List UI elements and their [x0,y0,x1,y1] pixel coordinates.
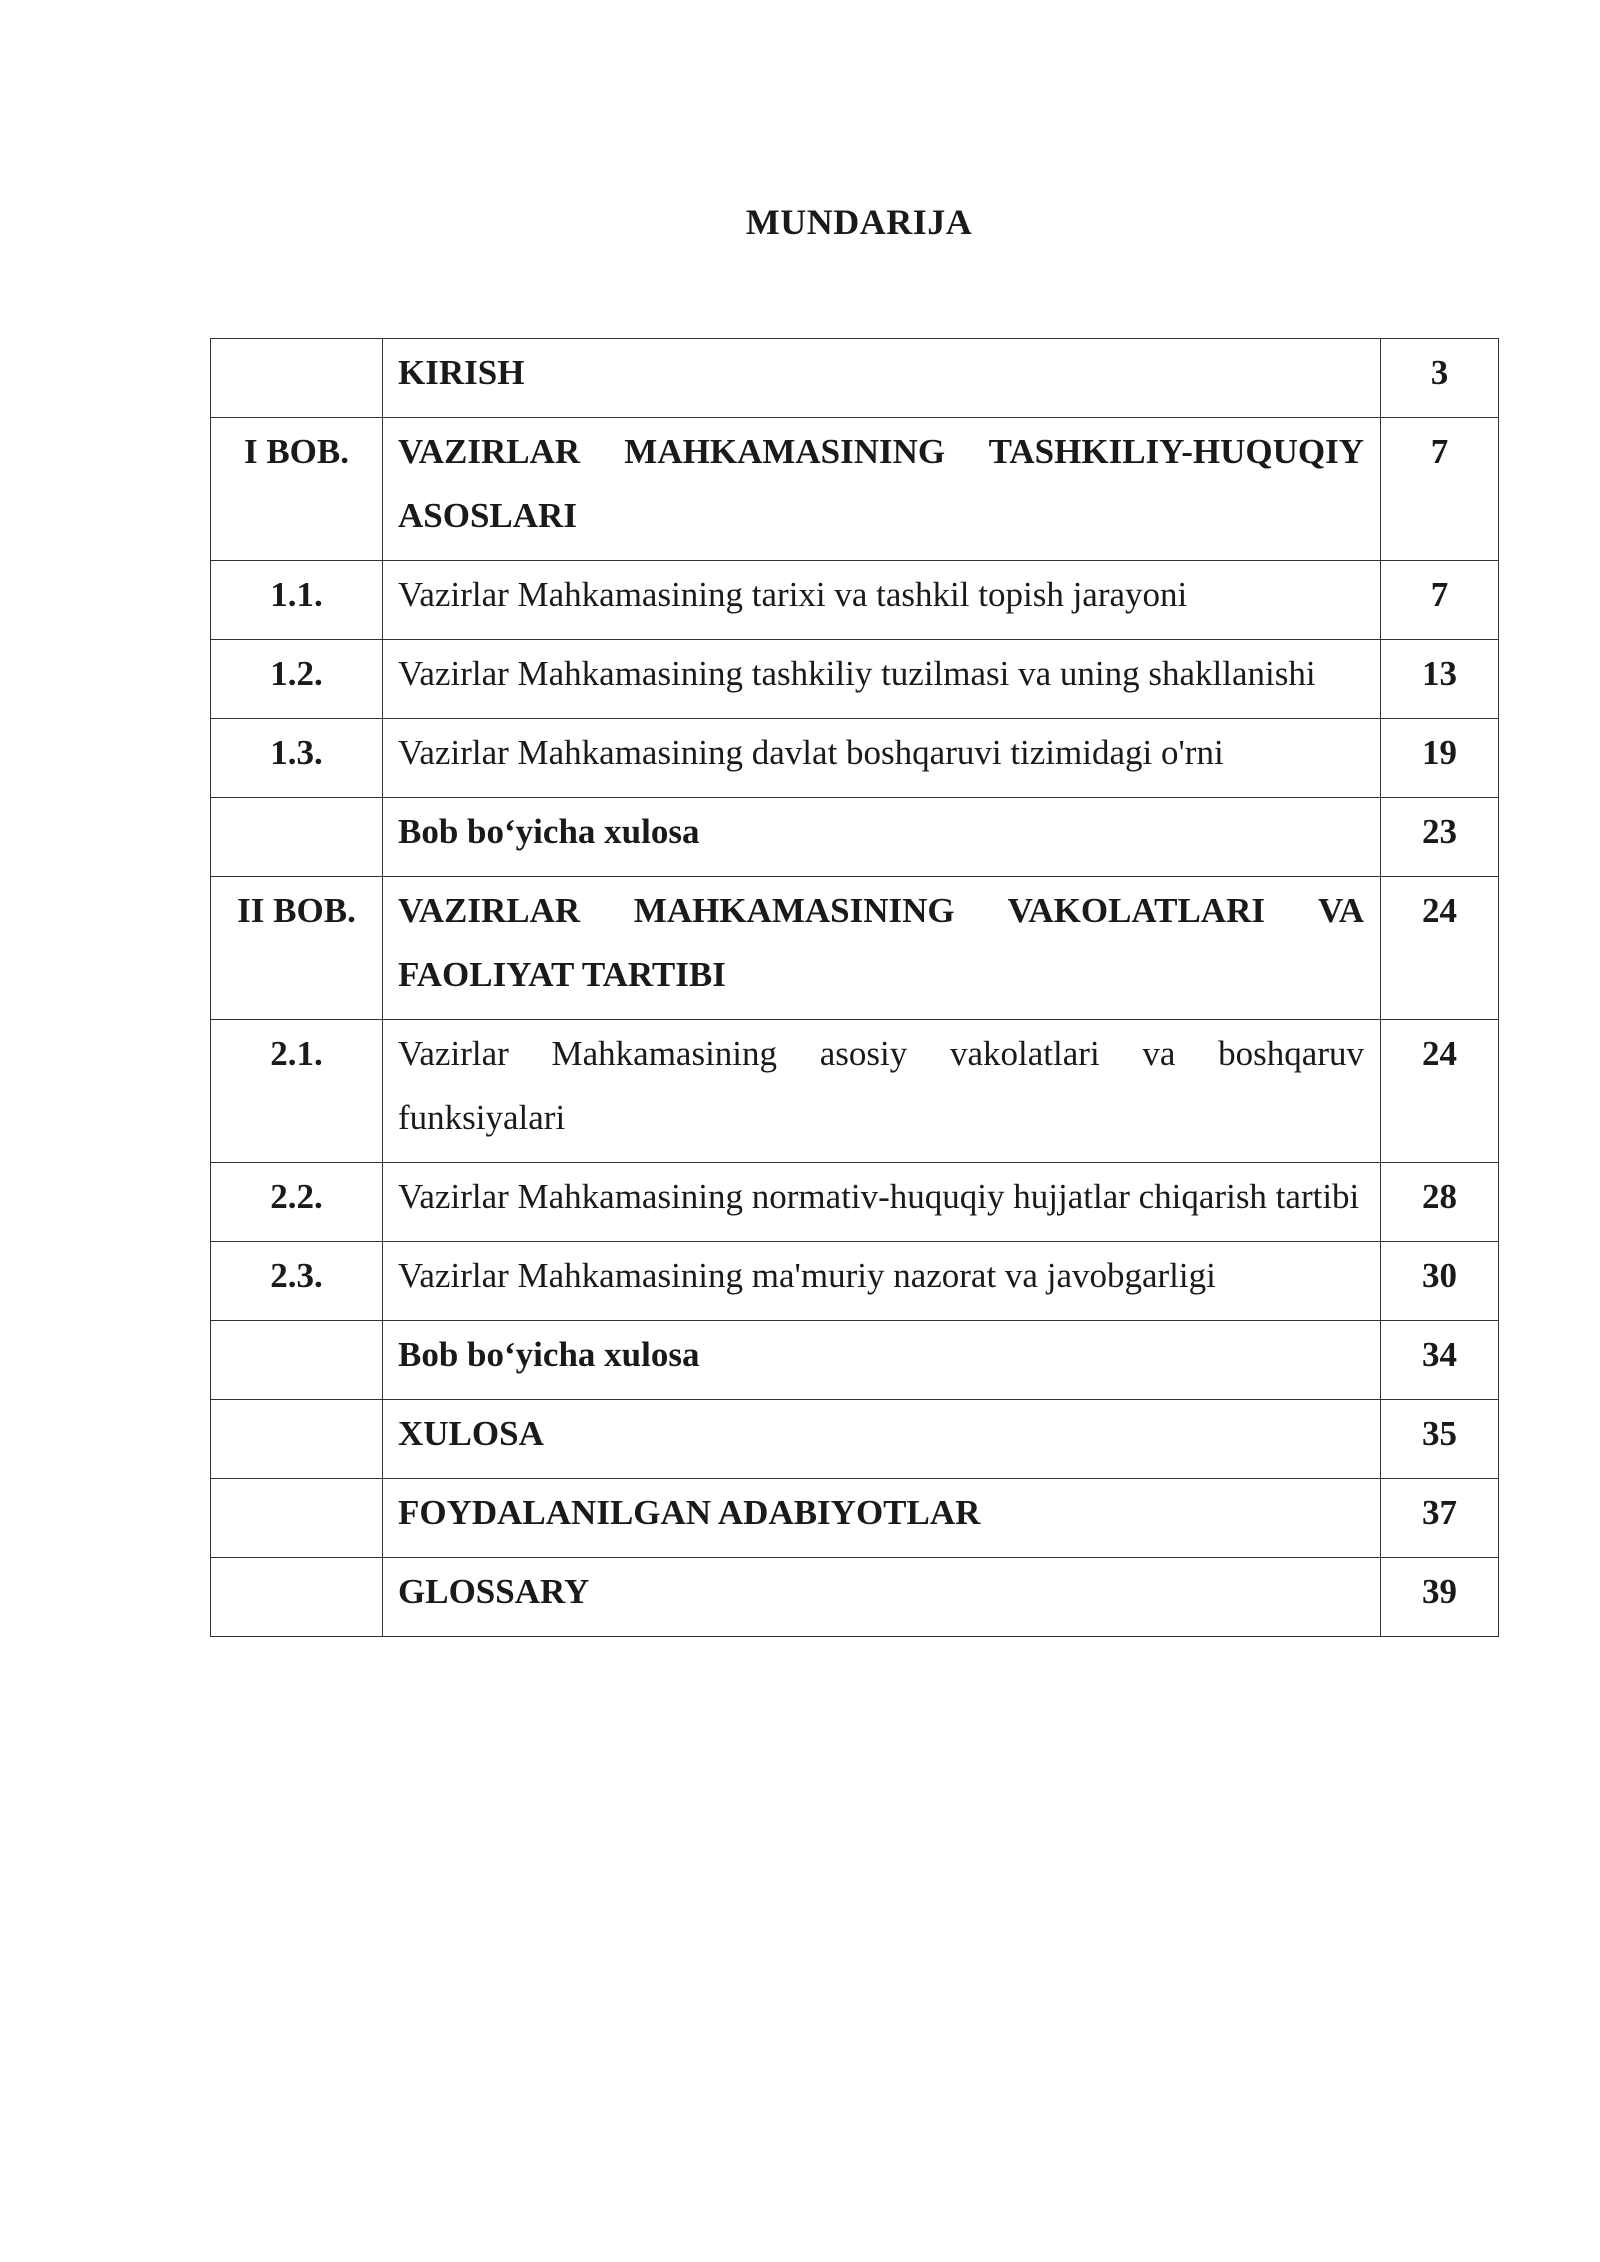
toc-row [211,1321,1499,1400]
toc-row [211,798,1499,877]
toc-section-number [211,339,383,418]
toc-entry-title: GLOSSARY [383,1558,1381,1637]
toc-entry-title: Vazirlar Mahkamasining normativ-huquqiy hujjatlar chiqarish tartibi [383,1163,1381,1242]
toc-row [211,561,1499,640]
toc-section-number: 1.3. [211,719,383,798]
toc-page-number: 28 [1381,1163,1499,1242]
toc-page-number: 13 [1381,640,1499,719]
toc-section-number: II BOB. [211,877,383,1020]
toc-section-number [211,1400,383,1479]
toc-section-number: I BOB. [211,418,383,561]
toc-page-number: 37 [1381,1479,1499,1558]
toc-row [211,339,1499,418]
toc-entry-title: FOYDALANILGAN ADABIYOTLAR [383,1479,1381,1558]
toc-row [211,1400,1499,1479]
toc-section-number [211,1321,383,1400]
toc-page-number: 3 [1381,339,1499,418]
toc-entry-title: XULOSA [383,1400,1381,1479]
toc-body [211,339,1499,1637]
toc-row [211,1242,1499,1321]
toc-page-number: 39 [1381,1558,1499,1637]
toc-row [211,640,1499,719]
toc-row [211,418,1499,561]
toc-section-number: 1.1. [211,561,383,640]
toc-page-number: 30 [1381,1242,1499,1321]
toc-section-number [211,798,383,877]
toc-row [211,1020,1499,1163]
toc-section-number: 2.3. [211,1242,383,1321]
toc-entry-title: VAZIRLAR MAHKAMASINING TASHKILIY-HUQUQIY ASOSLARI [383,418,1381,561]
page-title: MUNDARIJA [745,202,973,242]
toc-entry-title: Vazirlar Mahkamasining tarixi va tashkil topish jarayoni [383,561,1381,640]
toc-row [211,719,1499,798]
toc-page-number: 7 [1381,418,1499,561]
toc-page-number: 7 [1381,561,1499,640]
toc-page-number: 24 [1381,1020,1499,1163]
toc-section-number: 2.2. [211,1163,383,1242]
toc-entry-title: Vazirlar Mahkamasining davlat boshqaruvi tizimidagi o'rni [383,719,1381,798]
toc-entry-title: Vazirlar Mahkamasining asosiy vakolatlari va boshqaruv funksiyalari [383,1020,1381,1163]
toc-entry-title: VAZIRLAR MAHKAMASINING VAKOLATLARI VA FAOLIYAT TARTIBI [383,877,1381,1020]
toc-row [211,1558,1499,1637]
toc-section-number [211,1479,383,1558]
toc-entry-title: Vazirlar Mahkamasining tashkiliy tuzilmasi va uning shakllanishi [383,640,1381,719]
toc-entry-title: KIRISH [383,339,1381,418]
toc-row [211,1163,1499,1242]
toc-entry-title: Vazirlar Mahkamasining ma'muriy nazorat va javobgarligi [383,1242,1381,1321]
toc-page-number: 35 [1381,1400,1499,1479]
toc-entry-title: Bob bo‘yicha xulosa [383,1321,1381,1400]
toc-entry-title: Bob bo‘yicha xulosa [383,798,1381,877]
toc-row [211,877,1499,1020]
toc-row [211,1479,1499,1558]
toc-page-number: 19 [1381,719,1499,798]
toc-page-number: 24 [1381,877,1499,1020]
toc-section-number: 1.2. [211,640,383,719]
toc-page-number: 23 [1381,798,1499,877]
toc-page-number: 34 [1381,1321,1499,1400]
table-of-contents [210,338,1499,1637]
toc-section-number: 2.1. [211,1020,383,1163]
toc-section-number [211,1558,383,1637]
